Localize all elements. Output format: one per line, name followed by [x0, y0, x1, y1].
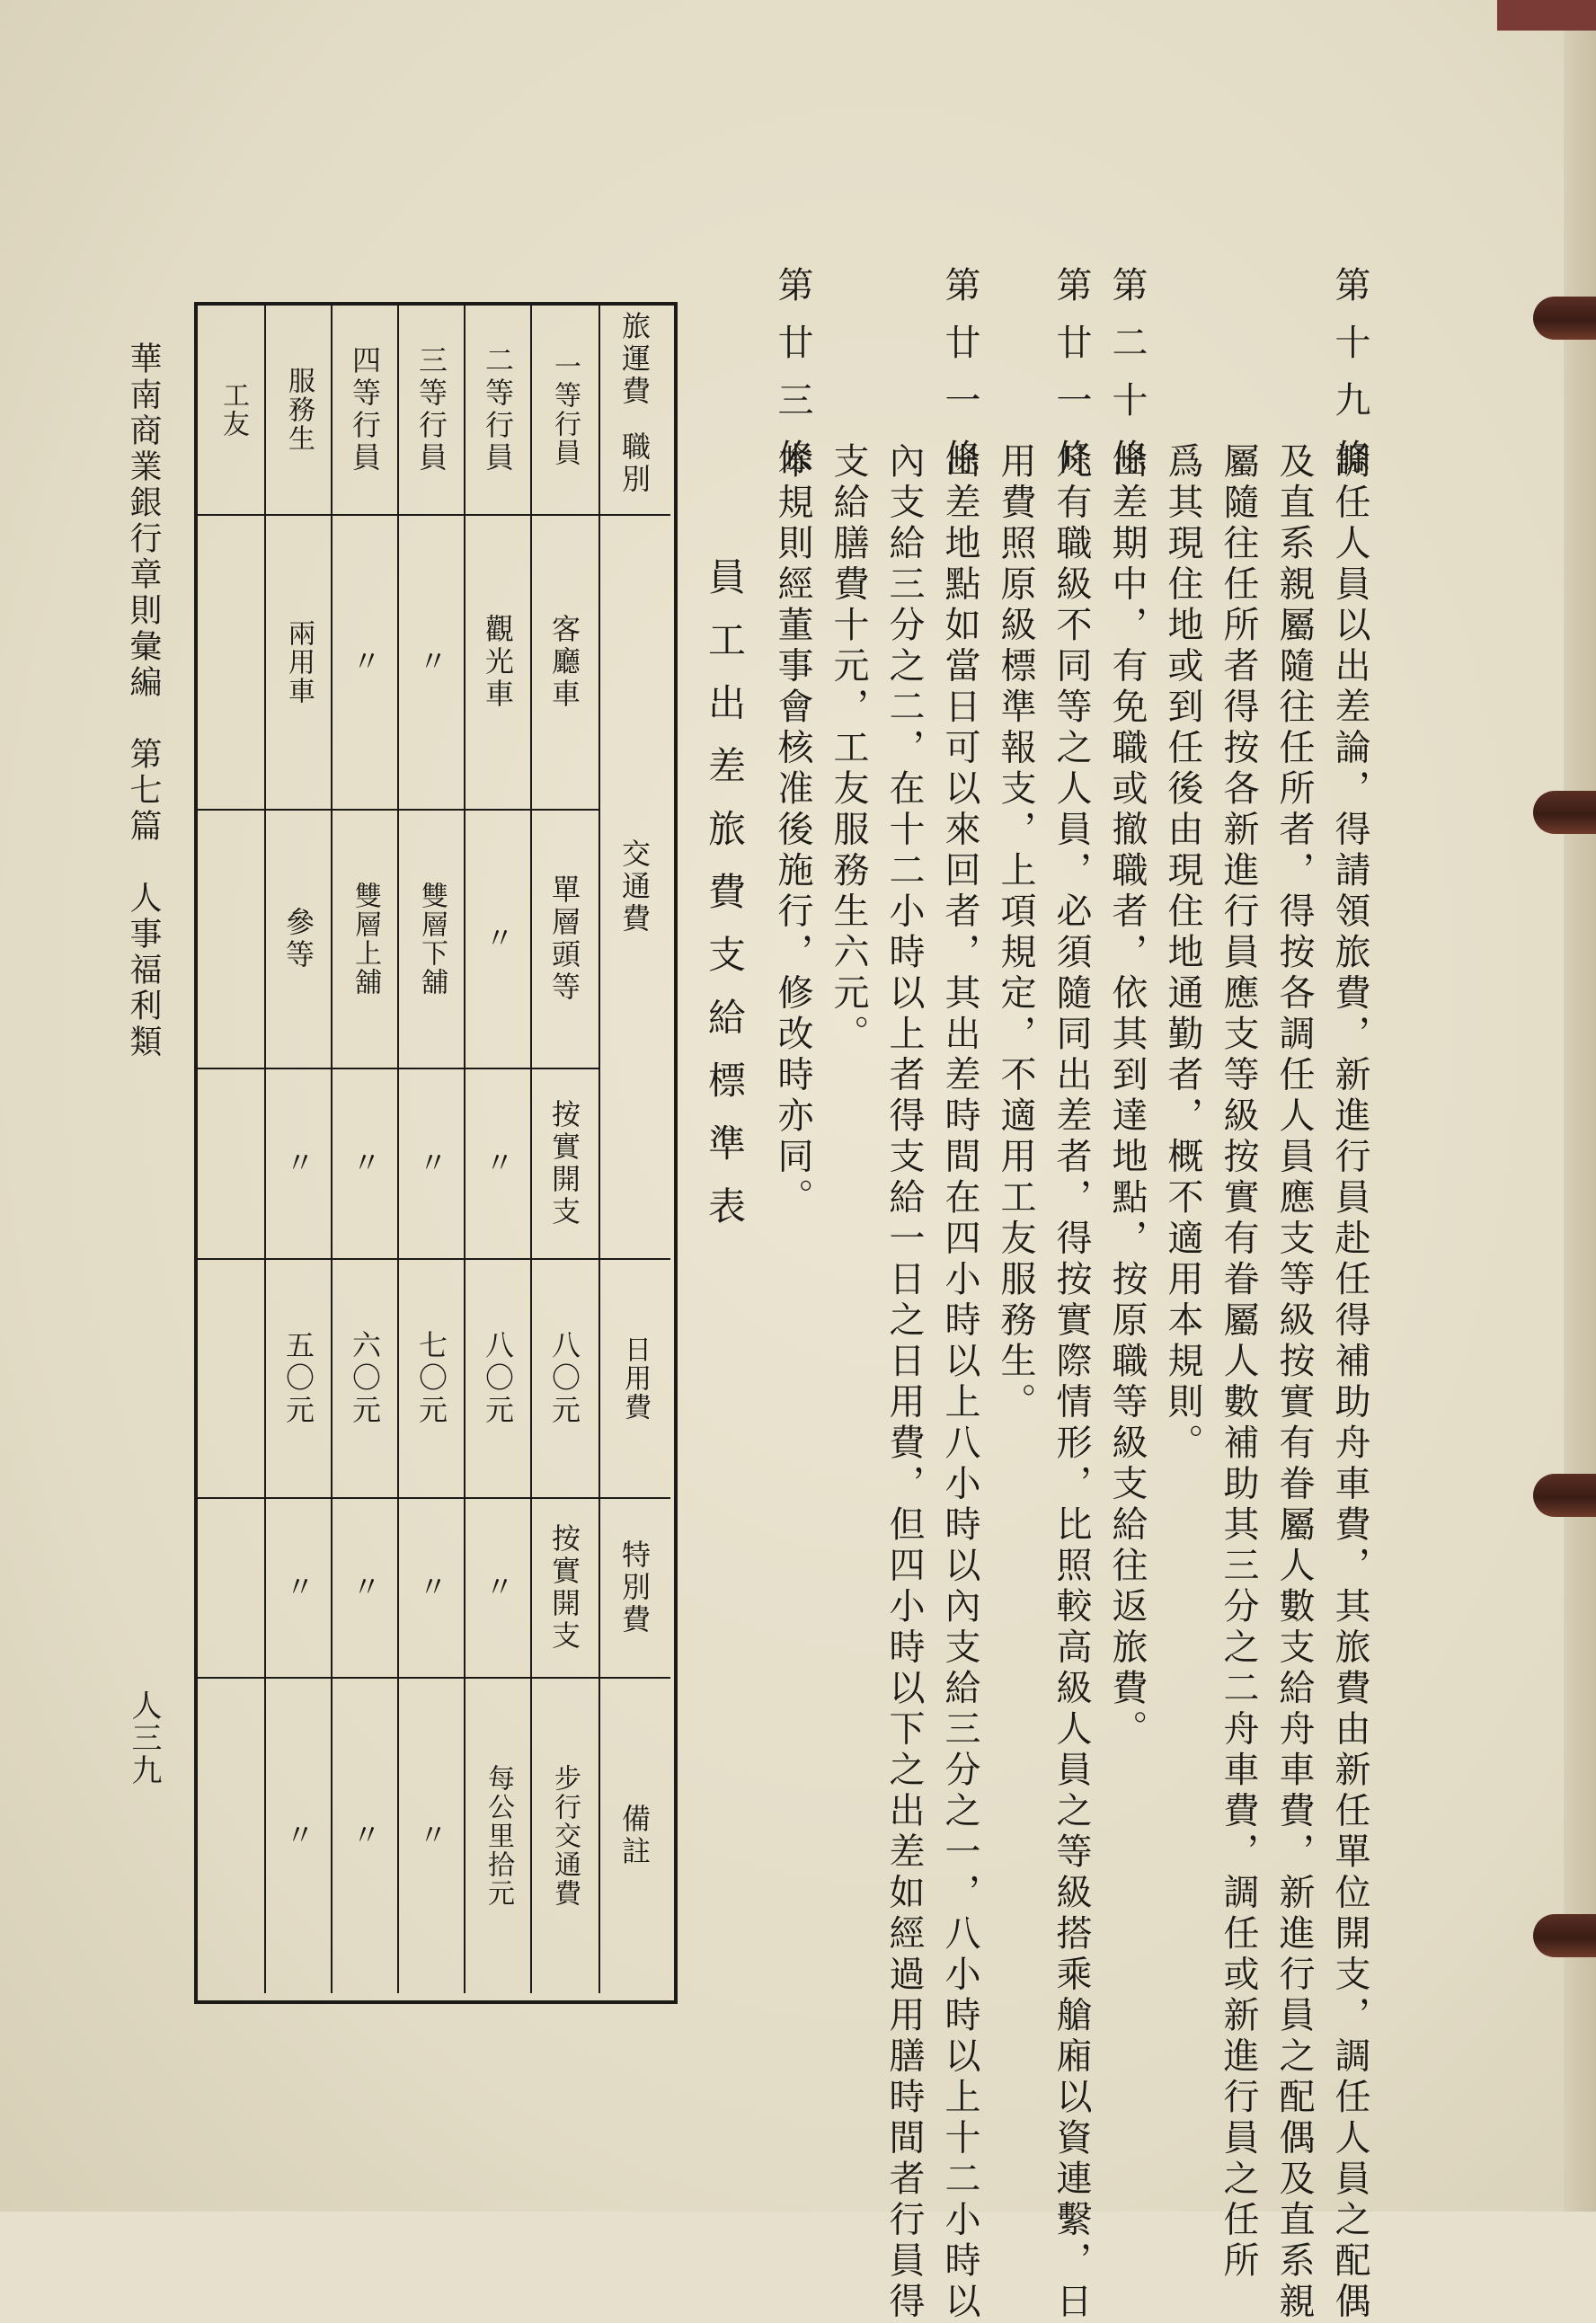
article-19-line-3: 屬隨往任所者得按各新進行員應支等級按實有眷屬人數補助其三分之二舟車費，調任或新進行員之任所: [1218, 442, 1259, 2283]
binding-hole: [1533, 1474, 1596, 1517]
daily-2: 八〇元: [481, 1330, 515, 1427]
header-special: 特別費: [617, 1539, 652, 1636]
table-title: 員工出差旅費支給標準表: [703, 557, 747, 1249]
special-2: 〃: [481, 1572, 515, 1604]
special-1: 按實開支: [547, 1523, 581, 1653]
header-daily: 日用費: [619, 1335, 651, 1422]
article-23-heading: 第廿三條: [772, 266, 813, 496]
daily-4: 六〇元: [348, 1330, 382, 1427]
remark-a: 步行交通費: [549, 1764, 581, 1908]
rank-1: 一等行員: [549, 352, 581, 467]
remark-ditto-3: 〃: [414, 1820, 448, 1852]
rank-5-sub: 工友: [217, 381, 249, 439]
article-21-heading: 第廿一條: [1051, 266, 1092, 496]
train-3: 〃: [414, 646, 448, 678]
article-19-line-1: 調任人員以出差論，得請領旅費，新進行員赴任得補助舟車費，其旅費由新任單位開支，調任人員之配偶: [1329, 442, 1370, 2323]
ship-3: 雙層下舖: [416, 882, 448, 997]
binding-cloth: [1497, 0, 1596, 31]
article-22-line-1: 出差地點如當日可以來回者，其出差時間在四小時以上八小時以內支給三分之一，八小時以上十二小時以: [939, 442, 980, 2323]
daily-5: 五〇元: [281, 1330, 315, 1427]
train-1: 客廳車: [547, 614, 581, 711]
corner-top: 旅運費: [617, 311, 652, 408]
special-4: 〃: [348, 1572, 382, 1604]
article-20-line-1: 出差期中，有免職或撤職者，依其到達地點，按原職等級支給往返旅費。: [1106, 442, 1148, 1751]
ship-4: 雙層上舖: [350, 882, 381, 997]
page-number: 人三九: [126, 1689, 162, 1787]
article-22-line-2: 內支給三分之二，在十二小時以上者得支給一日之日用費，但四小時以下之出差如經過用膳時間者行員得: [883, 442, 925, 2323]
remark-b: 每公里拾元: [483, 1764, 514, 1908]
article-22-heading: 第廿一條: [939, 266, 980, 496]
train-4: 〃: [348, 646, 382, 678]
article-21-line-1: 凡有職級不同等之人員，必須隨同出差者，得按實際情形，比照較高級人員之等級搭乘艙廂以資連繫，日: [1051, 442, 1092, 2323]
header-transport: 交通費: [617, 838, 652, 935]
corner-bottom: 職別: [617, 431, 652, 496]
header-remark: 備註: [617, 1804, 652, 1868]
ship-1: 單層頭等: [547, 874, 581, 1004]
article-19-heading: 第十九條: [1329, 266, 1370, 496]
footer-caption: 華南商業銀行章則彙編 第七篇 人事福利類: [125, 341, 162, 1060]
article-21-line-2: 用費照原級標準報支，上項規定，不適用工友服務生。: [995, 442, 1036, 1423]
article-19-line-2: 及直系親屬隨往任所者，得按各調任人員應支等級按實有眷屬人數支給舟車費，新進行員之配偶及直系親: [1273, 442, 1315, 2323]
travel-expense-table: [194, 302, 678, 2004]
plane-1: 按實開支: [547, 1099, 581, 1228]
rank-3: 三等行員: [414, 345, 448, 474]
plane-5: 〃: [281, 1148, 315, 1180]
plane-4: 〃: [348, 1148, 382, 1180]
rank-4: 四等行員: [348, 345, 382, 474]
daily-3: 七〇元: [414, 1330, 448, 1427]
binding-hole: [1533, 791, 1596, 834]
rank-5: 服務生: [283, 367, 315, 453]
special-3: 〃: [414, 1572, 448, 1604]
article-22-line-3: 支給膳費十元，工友服務生六元。: [828, 442, 869, 1056]
rank-2: 二等行員: [481, 345, 515, 474]
plane-2: 〃: [481, 1148, 515, 1180]
binding-hole: [1533, 1914, 1596, 1957]
remark-ditto-4: 〃: [348, 1820, 382, 1852]
binding-hole: [1533, 297, 1596, 340]
ship-2: 〃: [481, 923, 515, 955]
ship-5: 參等: [281, 907, 315, 971]
train-5: 兩用車: [283, 619, 315, 705]
daily-1: 八〇元: [547, 1330, 581, 1427]
article-19-line-4: 爲其現住地或到任後由現住地通勤者，概不適用本規則。: [1162, 442, 1203, 1465]
plane-3: 〃: [414, 1148, 448, 1180]
special-5: 〃: [281, 1572, 315, 1604]
article-23-line-1: 本規則經董事會核准後施行，修改時亦同。: [772, 442, 813, 1219]
remark-ditto-5: 〃: [281, 1820, 315, 1852]
article-20-heading: 第二十條: [1106, 266, 1148, 496]
train-2: 觀光車: [481, 614, 515, 711]
